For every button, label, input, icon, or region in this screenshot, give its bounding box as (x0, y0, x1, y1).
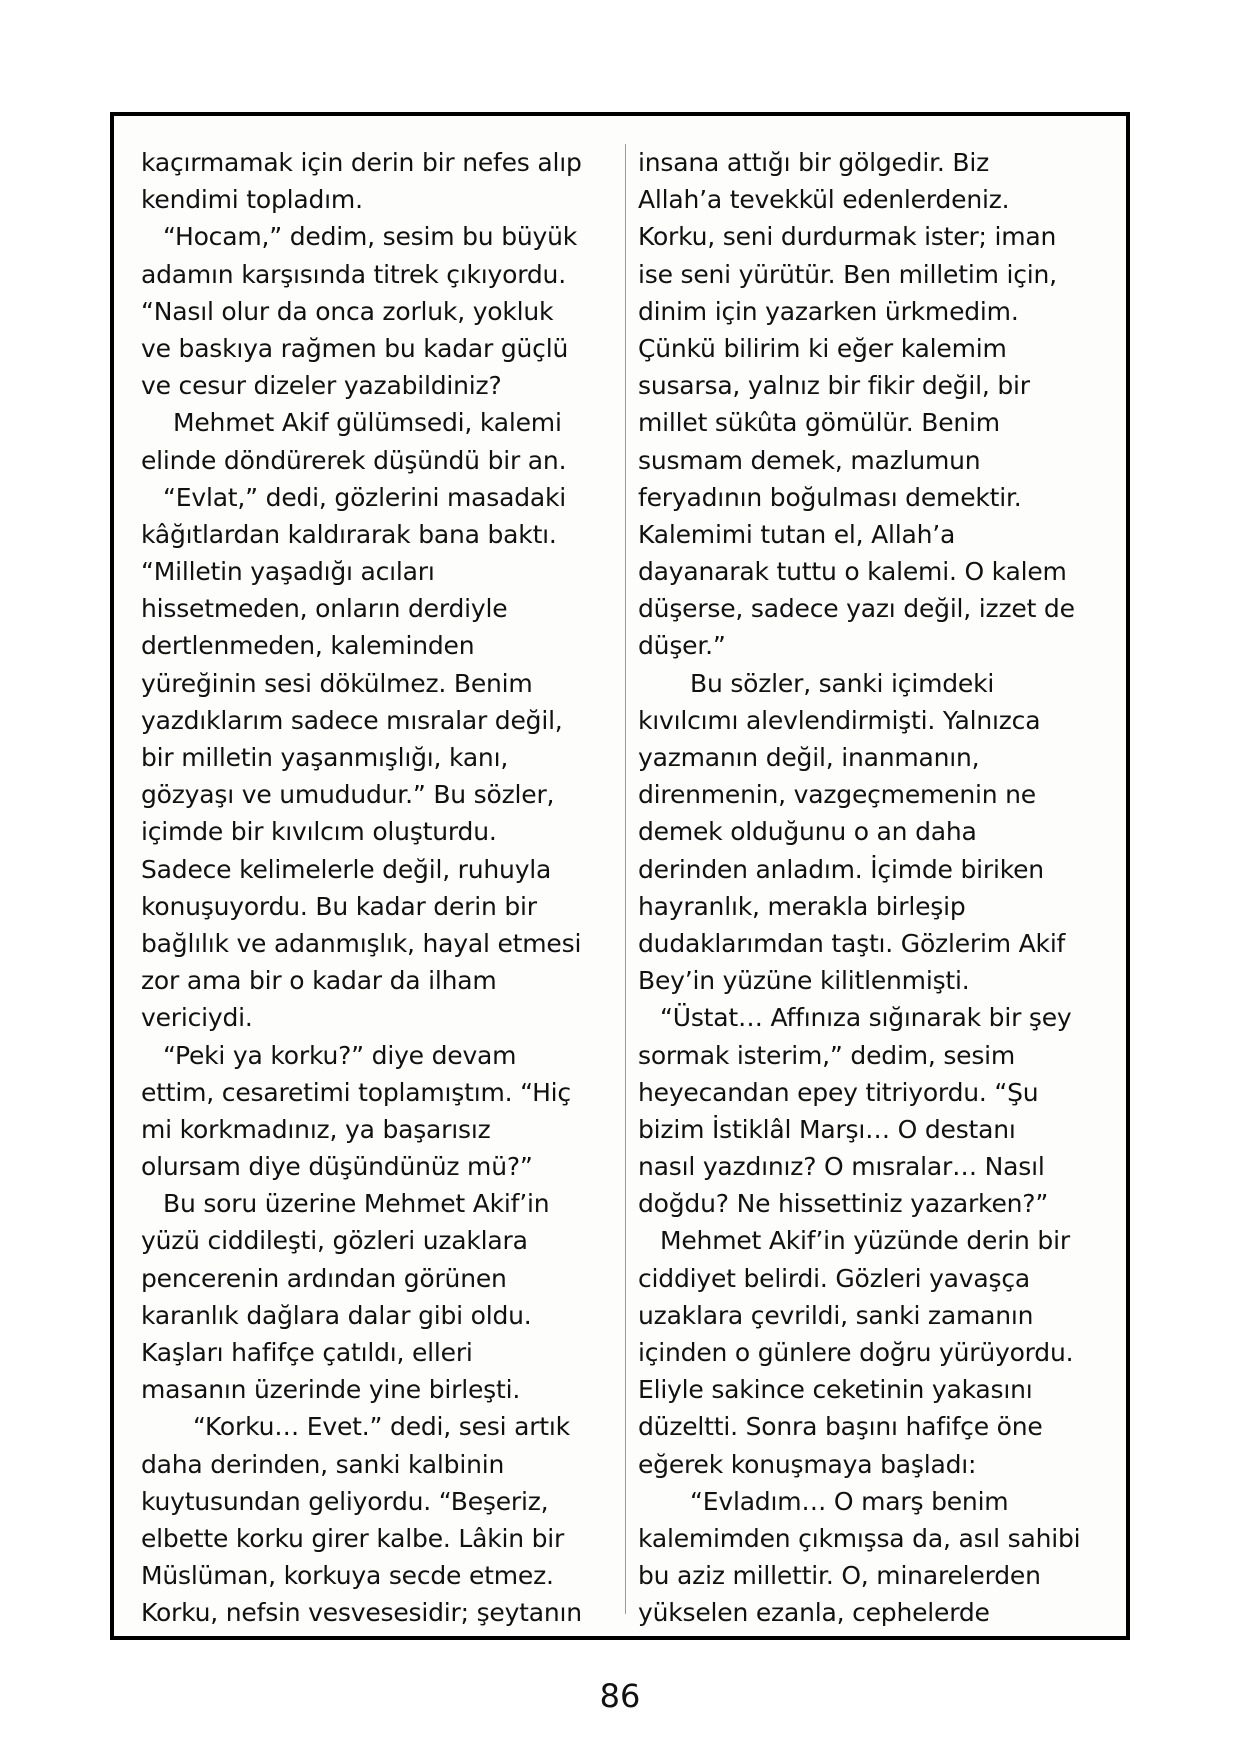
text-line: susmam demek, mazlumun (638, 445, 981, 475)
text-line: yüzü ciddileşti, gözleri uzaklara (141, 1226, 528, 1256)
text-line: Çünkü bilirim ki eğer kalemim (638, 333, 1007, 363)
text-line: eğerek konuşmaya başladı: (638, 1449, 977, 1479)
text-line: hissetmeden, onların derdiyle (141, 594, 508, 624)
text-line: susarsa, yalnız bir fikir değil, bir (638, 371, 1030, 401)
text-line: kıvılcımı alevlendirmişti. Yalnızca (638, 705, 1041, 735)
text-line: millet sükûta gömülür. Benim (638, 408, 1000, 438)
text-line: ciddiyet belirdi. Gözleri yavaşça (638, 1263, 1030, 1293)
text-line: kaçırmamak için derin bir nefes alıp (141, 148, 582, 177)
text-line: gözyaşı ve umududur.” Bu sözler, (141, 780, 555, 810)
left-column (141, 144, 619, 1632)
text-line: yazmanın değil, inanmanın, (638, 743, 980, 772)
text-line: derinden anladım. İçimde biriken (638, 854, 1044, 884)
text-line: pencerenin ardından görünen (141, 1263, 507, 1293)
text-line: sormak isterim,” dedim, sesim (638, 1040, 1016, 1070)
text-line: bu aziz millettir. O, minarelerden (638, 1561, 1041, 1591)
text-line: kendimi topladım. (141, 185, 363, 215)
text-line: masanın üzerinde yine birleşti. (141, 1375, 521, 1405)
text-line: “Evlat,” dedi, gözlerini masadaki (163, 482, 567, 512)
text-line: Bu sözler, sanki içimdeki (690, 668, 995, 698)
text-line: dinim için yazarken ürkmedim. (638, 296, 1019, 326)
text-line: ettim, cesaretimi toplamıştım. “Hiç (141, 1077, 571, 1107)
text-line: kuytusundan geliyordu. “Beşeriz, (141, 1486, 549, 1516)
text-line: bir milletin yaşanmışlığı, kanı, (141, 743, 509, 772)
text-line: “Üstat… Affınıza sığınarak bir şey (660, 1003, 1072, 1033)
text-line: uzaklara çevrildi, sanki zamanın (638, 1300, 1034, 1330)
text-line: yükselen ezanla, cephelerde (638, 1598, 990, 1628)
text-line: kâğıtlardan kaldırarak bana baktı. (141, 519, 557, 549)
text-line: içimde bir kıvılcım oluşturdu. (141, 817, 497, 847)
text-line: “Milletin yaşadığı acıları (141, 557, 435, 587)
text-line: “Hocam,” dedim, sesim bu büyük (163, 222, 578, 252)
text-line: “Nasıl olur da onca zorluk, yokluk (141, 296, 554, 326)
text-line: vericiydi. (141, 1003, 253, 1033)
text-line: “Evladım… O marş benim (690, 1486, 1009, 1516)
page-number: 86 (599, 1677, 641, 1715)
text-line: dudaklarımdan taştı. Gözlerim Akif (638, 928, 1066, 958)
text-line: elbette korku girer kalbe. Lâkin bir (141, 1523, 565, 1553)
text-line: kalemimden çıkmışsa da, asıl sahibi (638, 1523, 1081, 1553)
text-line: düşer.” (638, 631, 726, 661)
text-line: doğdu? Ne hissettiniz yazarken?” (638, 1189, 1049, 1219)
text-line: insana attığı bir gölgedir. Biz (638, 148, 989, 177)
text-line: düşerse, sadece yazı değil, izzet de (638, 594, 1075, 624)
text-line: Korku, nefsin vesvesesidir; şeytanın (141, 1598, 582, 1628)
text-line: hayranlık, merakla birleşip (638, 891, 966, 921)
text-line: elinde döndürerek düşündü bir an. (141, 445, 567, 475)
text-line: karanlık dağlara dalar gibi oldu. (141, 1300, 532, 1330)
text-line: Kalemimi tutan el, Allah’a (638, 519, 956, 549)
text-line: Kaşları hafifçe çatıldı, elleri (141, 1338, 473, 1367)
text-line: daha derinden, sanki kalbinin (141, 1449, 505, 1479)
column-divider (625, 144, 626, 1614)
text-line: dertlenmeden, kaleminden (141, 631, 475, 661)
text-line: yazdıklarım sadece mısralar değil, (141, 705, 563, 735)
text-line: düzeltti. Sonra başını hafifçe öne (638, 1412, 1043, 1442)
text-line: demek olduğunu o an daha (638, 817, 977, 847)
text-line: Bu soru üzerine Mehmet Akif’in (163, 1189, 550, 1219)
text-line: Allah’a tevekkül edenlerdeniz. (638, 185, 1010, 215)
text-line: adamın karşısında titrek çıkıyordu. (141, 259, 566, 289)
text-line: olursam diye düşündünüz mü?” (141, 1152, 533, 1182)
page-frame (110, 112, 1130, 1640)
text-line: Korku, seni durdurmak ister; iman (638, 222, 1057, 252)
text-line: nasıl yazdınız? O mısralar… Nasıl (638, 1152, 1045, 1182)
text-line: dayanarak tuttu o kalemi. O kalem (638, 557, 1067, 587)
text-line: bizim İstiklâl Marşı… O destanı (638, 1114, 1016, 1144)
right-column (638, 144, 1118, 1632)
text-line: yüreğinin sesi dökülmez. Benim (141, 668, 533, 698)
text-line: bağlılık ve adanmışlık, hayal etmesi (141, 928, 582, 958)
text-line: Mehmet Akif gülümsedi, kalemi (173, 408, 562, 438)
text-line: Sadece kelimelerle değil, ruhuyla (141, 854, 552, 884)
text-line: ve cesur dizeler yazabildiniz? (141, 371, 502, 401)
text-line: “Peki ya korku?” diye devam (163, 1040, 517, 1070)
text-line: içinden o günlere doğru yürüyordu. (638, 1338, 1074, 1367)
text-line: Müslüman, korkuya secde etmez. (141, 1561, 554, 1591)
text-line: heyecandan epey titriyordu. “Şu (638, 1077, 1039, 1107)
text-line: direnmenin, vazgeçmemenin ne (638, 780, 1036, 810)
text-line: feryadının boğulması demektir. (638, 482, 1022, 512)
text-line: konuşuyordu. Bu kadar derin bir (141, 891, 537, 921)
text-line: mi korkmadınız, ya başarısız (141, 1114, 491, 1144)
text-line: “Korku… Evet.” dedi, sesi artık (193, 1412, 570, 1442)
text-line: Eliyle sakince ceketinin yakasını (638, 1375, 1033, 1405)
text-line: zor ama bir o kadar da ilham (141, 966, 497, 996)
text-line: Bey’in yüzüne kilitlenmişti. (638, 966, 970, 996)
text-line: ise seni yürütür. Ben milletim için, (638, 259, 1057, 289)
text-line: Mehmet Akif’in yüzünde derin bir (660, 1226, 1070, 1256)
text-line: ve baskıya rağmen bu kadar güçlü (141, 333, 569, 363)
